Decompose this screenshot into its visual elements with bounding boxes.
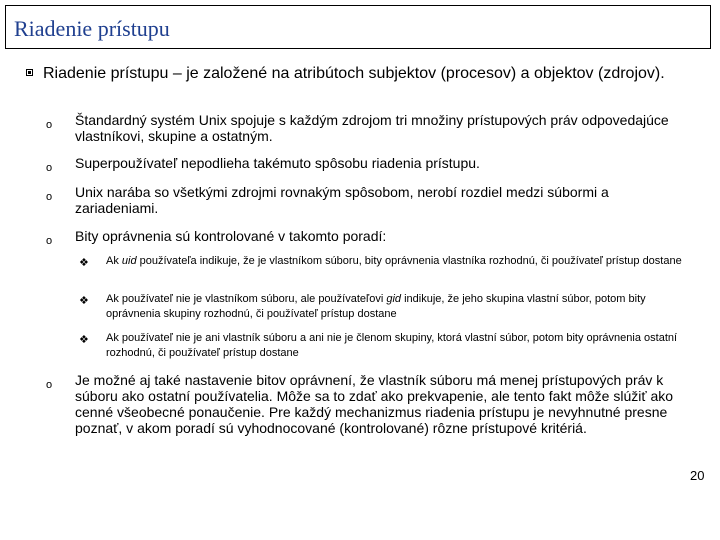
bullet-icon: o xyxy=(46,235,53,247)
check-order-term: uid xyxy=(121,255,137,267)
check-order-item xyxy=(106,331,694,361)
check-order-text: Ak xyxy=(106,255,122,267)
diamond-bullet-icon: ❖ xyxy=(79,257,89,269)
check-order-item xyxy=(106,254,694,269)
title-box xyxy=(5,5,711,49)
check-order-text: Ak používateľ nie je ani vlastník súboru a ani nie je členom skupiny, ktorá vlastní súbor, potom bity oprávnenia ostatní rozhodnú, či používateľ prístup dostane xyxy=(106,332,678,359)
bullet-icon: o xyxy=(46,162,53,174)
bullet-icon: o xyxy=(46,379,53,391)
check-order-text: Ak používateľ nie je vlastníkom súboru, ale používateľovi xyxy=(106,293,387,305)
diamond-bullet-icon: ❖ xyxy=(79,334,89,346)
check-order-item xyxy=(106,292,694,322)
sub-point: Unix narába so všetkými zdrojmi rovnakým spôsobom, nerobí rozdiel medzi súbormi a zariadeniami. xyxy=(75,184,609,216)
bullet-icon: o xyxy=(46,191,53,203)
check-order-text: indikuje, že jeho skupina vlastní súbor, potom bity oprávnenia skupiny rozhodnú, či používateľ prístup dostane xyxy=(106,293,646,320)
bullet-icon: o xyxy=(46,119,53,131)
slide-title: Riadenie prístupu xyxy=(14,16,170,41)
diamond-bullet-icon: ❖ xyxy=(79,295,89,307)
check-order-text: používateľa indikuje, že je vlastníkom súboru, bity oprávnenia vlastníka rozhodnú, či používateľ prístup dostane xyxy=(136,255,682,267)
sub-point: Štandardný systém Unix spojuje s každým zdrojom tri množiny prístupových práv odpovedajúce vlastníkovi, skupine a ostatným. xyxy=(75,112,669,144)
main-bullet-icon xyxy=(26,69,33,76)
check-order-term: gid xyxy=(386,293,402,305)
sub-point: Je možné aj také nastavenie bitov oprávnení, že vlastník súboru má menej prístupových práv k súboru ako ostatní používatelia. Môže sa to zdať ako prekvapenie, ale tento fakt môže slúžiť ako cenné všeobecné ponaučenie. Pre každý mechanizmus riadenia prístupu je nevyhnutné presne poznať, v akom poradí sú vyhodnocované (kontrolované) rôzne prístupové kritériá. xyxy=(75,372,674,436)
sub-point: Bity oprávnenia sú kontrolované v takomto poradí: xyxy=(75,228,387,244)
main-point: Riadenie prístupu – je založené na atribútoch subjektov (procesov) a objektov (zdrojov). xyxy=(43,65,665,82)
sub-point: Superpoužívateľ nepodlieha takémuto spôsobu riadenia prístupu. xyxy=(75,155,480,171)
page-number: 20 xyxy=(690,468,705,483)
